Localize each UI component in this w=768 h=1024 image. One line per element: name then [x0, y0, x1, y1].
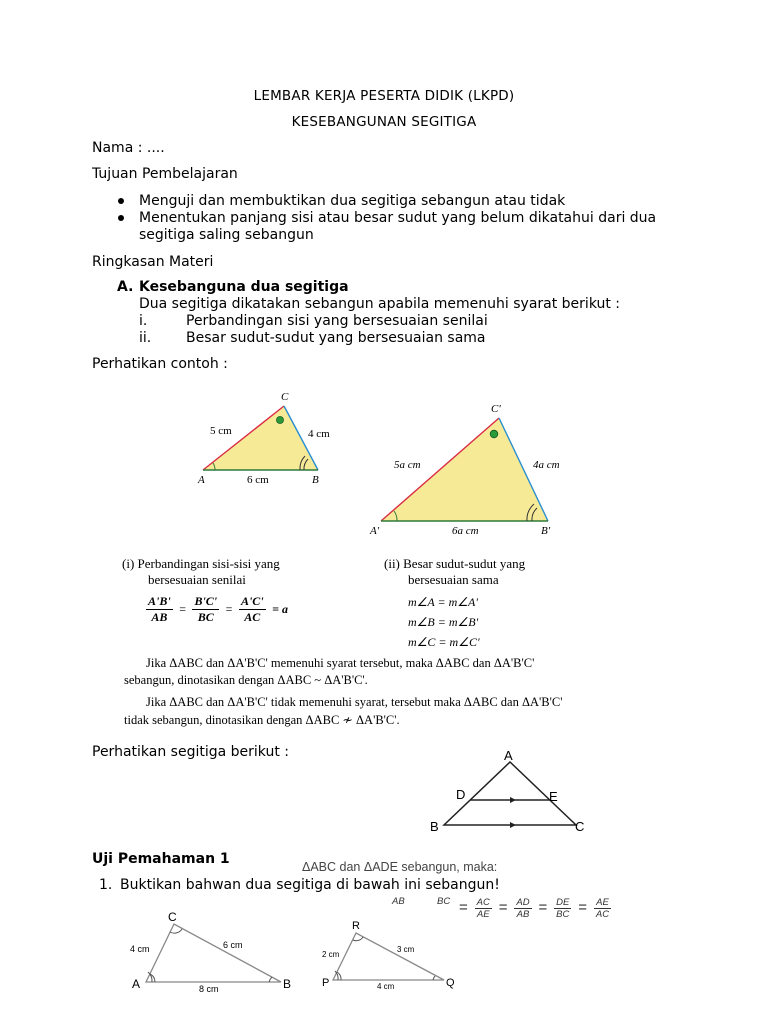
- angle-equality: m∠C = m∠C': [408, 635, 480, 649]
- objective-item: Menguji dan membuktikan dua segitiga sebangun atau tidak: [139, 193, 566, 209]
- ratio-label: AB: [392, 896, 405, 907]
- side-length-label: 5 cm: [210, 425, 232, 437]
- ratio-numerator: A'C': [240, 594, 264, 608]
- side-length-label: 6 cm: [247, 474, 269, 486]
- vertex-label: D: [456, 787, 466, 802]
- ratio-numerator: AE: [594, 897, 611, 909]
- condition-text: Besar sudut-sudut yang bersesuaian sama: [186, 330, 486, 346]
- triangle-abc-small: [197, 391, 330, 486]
- side-length-label: 6a cm: [452, 525, 479, 537]
- triangle-abc-large: [369, 403, 560, 537]
- example-heading: Perhatikan contoh :: [92, 356, 228, 372]
- vertex-label: A: [132, 977, 141, 991]
- bullet-icon: [118, 215, 124, 221]
- angle-c-mark: [490, 430, 498, 438]
- ratio-denominator: BC: [556, 909, 570, 920]
- section-title: Kesebanguna dua segitiga: [139, 279, 349, 295]
- ratio-denominator: AB: [516, 909, 530, 920]
- section-intro: Dua segitiga dikatakan sebangun apabila memenuhi syarat berikut :: [139, 296, 621, 312]
- criteria-sides-title-cont: bersesuaian senilai: [148, 572, 246, 587]
- criteria-angles-title-cont: bersesuaian sama: [408, 572, 499, 587]
- angle-equality: m∠A = m∠A': [408, 595, 478, 609]
- ratio-denominator: BC: [197, 610, 214, 624]
- side-length-label: 6 cm: [223, 940, 243, 950]
- similar-triangles-figure: [190, 388, 580, 540]
- side-length-label: 4a cm: [533, 459, 560, 471]
- ratio-denominator: AC: [595, 909, 610, 920]
- vertex-label: C: [575, 819, 585, 834]
- side-length-label: 5a cm: [394, 459, 421, 471]
- angle-r-mark: [353, 937, 363, 941]
- ratio-numerator: A'B': [148, 594, 171, 608]
- objective-item-continued: segitiga saling sebangun: [139, 227, 314, 243]
- ratio-label: BC: [437, 896, 451, 907]
- equals-sign: =: [498, 899, 508, 917]
- name-field-label: Nama : ....: [92, 140, 165, 156]
- vertex-label: A: [504, 748, 513, 763]
- equals-sign: =: [459, 899, 468, 917]
- vertex-label: B: [430, 819, 439, 834]
- side-length-label: 2 cm: [322, 950, 340, 959]
- vertex-label: C: [281, 391, 289, 403]
- triangle-pqr: [333, 933, 444, 980]
- non-similarity-statement-cont: tidak sebangun, dinotasikan dengan ΔABC ≁ ΔA'B'C'.: [124, 713, 400, 727]
- ratio-denominator: AE: [476, 909, 490, 920]
- vertex-label: B': [541, 525, 551, 537]
- question-text: Buktikan bahwan dua segitiga di bawah ini sebangun!: [120, 877, 500, 893]
- vertex-label: P: [322, 977, 330, 989]
- side-length-label: 4 cm: [308, 428, 330, 440]
- exercise-triangle-abc: [126, 908, 306, 994]
- vertex-label: B: [312, 474, 319, 486]
- exercise-heading: Uji Pemahaman 1: [92, 851, 230, 867]
- side-length-label: 8 cm: [199, 984, 219, 994]
- parallel-arrow-icon: [510, 822, 516, 828]
- summary-heading: Ringkasan Materi: [92, 254, 214, 270]
- ratio-denominator: AB: [151, 610, 168, 624]
- section-label: A.: [117, 279, 134, 295]
- angle-b-mark: [269, 977, 272, 982]
- criteria-sides-title: (i) Perbandingan sisi-sisi yang: [122, 556, 280, 571]
- condition-number: i.: [139, 313, 148, 329]
- triangle-abc: [146, 924, 281, 982]
- question-number: 1.: [99, 877, 113, 893]
- similarity-statement: Jika ΔABC dan ΔA'B'C' memenuhi syarat tersebut, maka ΔABC dan ΔA'B'C': [146, 656, 535, 670]
- vertex-label: A': [370, 525, 380, 537]
- equals-sign: =: [225, 601, 233, 616]
- vertex-label: C': [491, 403, 501, 415]
- vertex-label: C: [168, 910, 177, 924]
- vertex-label: B: [283, 977, 292, 991]
- ratio-numerator: B'C': [194, 594, 218, 608]
- ratio-denominator: AC: [244, 610, 261, 624]
- equals-sign: =: [578, 899, 588, 917]
- equals-sign: =: [179, 601, 186, 616]
- side-length-label: 4 cm: [130, 944, 150, 954]
- objectives-heading: Tujuan Pembelajaran: [92, 166, 238, 182]
- angle-equality: m∠B = m∠B': [408, 615, 479, 629]
- condition-text: Perbandingan sisi yang bersesuaian senilai: [186, 313, 488, 329]
- vertex-label: Q: [446, 977, 455, 989]
- parallel-arrow-icon: [510, 797, 516, 803]
- triangle-heading: Perhatikan segitiga berikut :: [92, 744, 289, 760]
- side-ratio-equation: [146, 594, 288, 625]
- vertex-label: R: [352, 920, 360, 932]
- bullet-icon: [118, 198, 124, 204]
- worksheet-title: LEMBAR KERJA PESERTA DIDIK (LKPD): [253, 88, 515, 104]
- nested-triangle-figure: [424, 748, 594, 836]
- ratio-numerator: DE: [556, 897, 570, 908]
- vertex-label: E: [549, 789, 558, 804]
- side-length-label: 3 cm: [397, 945, 415, 954]
- ratio-numerator: AD: [516, 897, 530, 908]
- ratio-constant: = a: [272, 601, 288, 616]
- angle-c-mark: [277, 417, 284, 424]
- similarity-statement-cont: sebangun, dinotasikan dengan ΔABC ~ ΔA'B'C'.: [124, 673, 368, 687]
- equals-sign: =: [538, 899, 548, 917]
- ratio-equation: [456, 897, 611, 920]
- side-length-label: 4 cm: [377, 982, 395, 991]
- condition-number: ii.: [139, 330, 152, 346]
- similarity-note: ΔABC dan ΔADE sebangun, maka:: [302, 860, 498, 874]
- exercise-triangle-pqr: [316, 914, 466, 994]
- worksheet-subtitle: KESEBANGUNAN SEGITIGA: [291, 114, 477, 130]
- ratio-numerator: AC: [476, 897, 490, 908]
- non-similarity-statement: Jika ΔABC dan ΔA'B'C' tidak memenuhi syarat, tersebut maka ΔABC dan ΔA'B'C': [146, 695, 563, 709]
- vertex-label: A: [198, 474, 205, 486]
- objective-item: Menentukan panjang sisi atau besar sudut yang belum dikatahui dari dua: [139, 210, 657, 226]
- criteria-angles-title: (ii) Besar sudut-sudut yang: [384, 556, 526, 571]
